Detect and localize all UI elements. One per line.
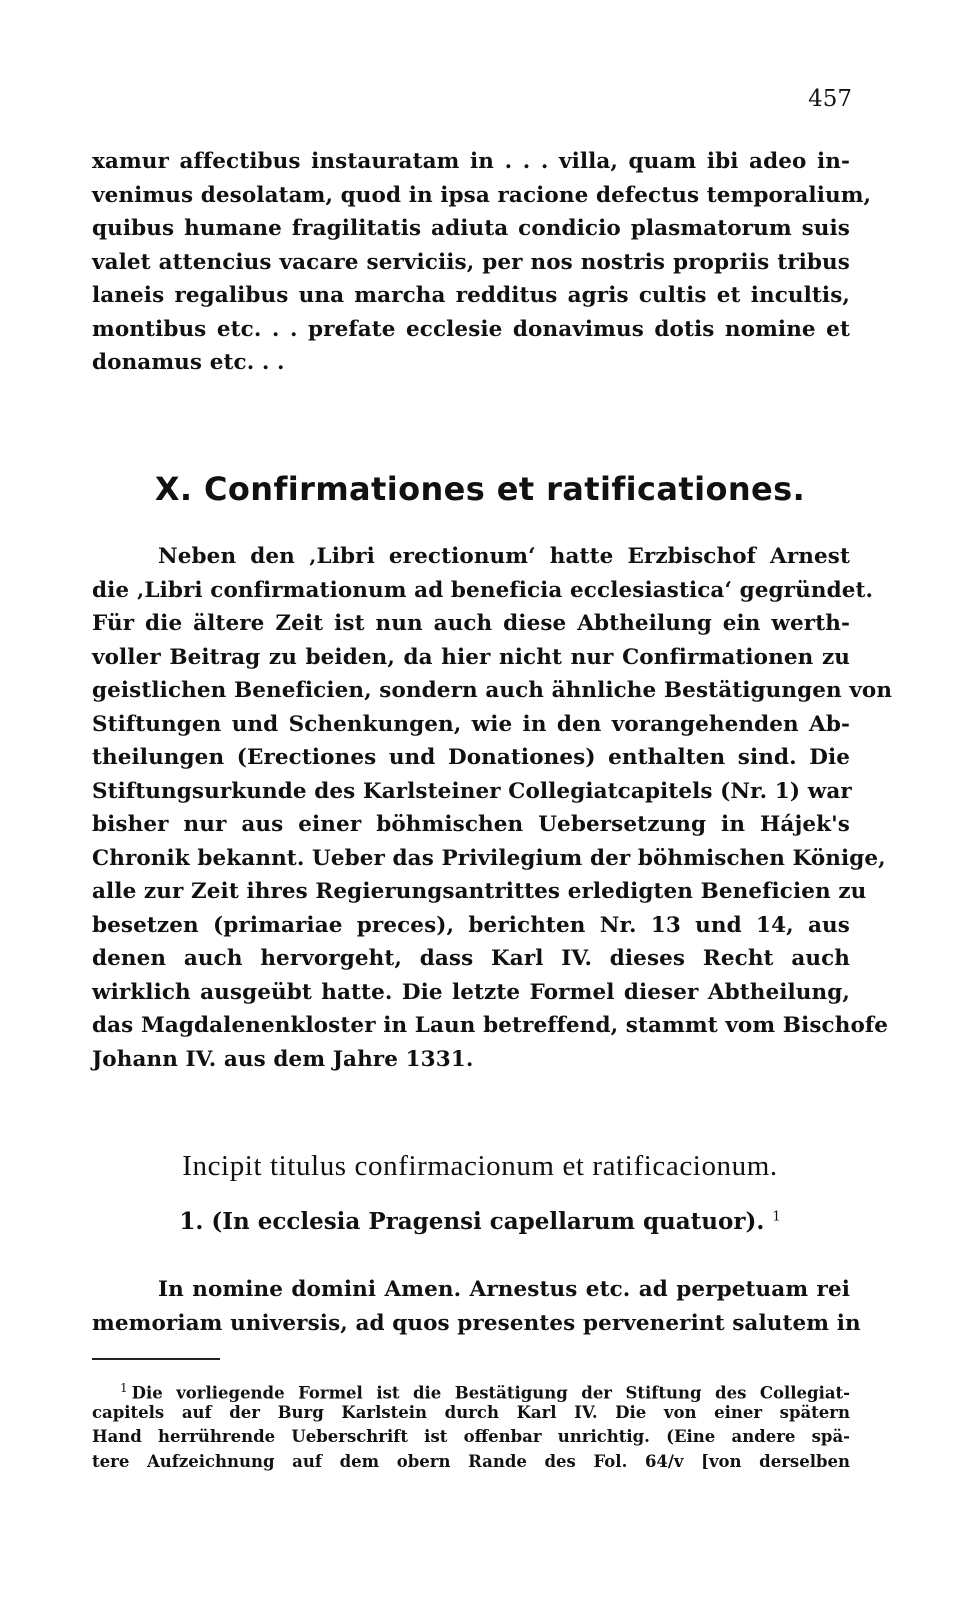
footnote-line	[92, 1376, 850, 1401]
text-line: donamus etc. . .	[92, 350, 285, 375]
document-heading-text: 1. (In ecclesia Pragensi capellarum quatuor).	[179, 1208, 765, 1235]
text-line: Stiftungsurkunde des Karlsteiner Collegiatcapitels (Nr. 1) war	[92, 778, 852, 804]
page-number: 457	[808, 86, 852, 112]
text-line: das Magdalenenkloster in Laun betreffend, stammt vom Bischofe	[92, 1013, 889, 1038]
footnote-line: tere Aufzeichnung auf dem obern Rande des Fol. 64/v [von derselben	[92, 1451, 850, 1471]
footnote-separator	[92, 1358, 220, 1360]
text-line: venimus desolatam, quod in ipsa racione defectus temporalium,	[92, 182, 872, 208]
text-line: Chronik bekannt. Ueber das Privilegium der böhmischen Könige,	[92, 845, 886, 871]
footnote-line: capitels auf der Burg Karlstein durch Karl IV. Die von einer spätern	[92, 1402, 850, 1422]
text-line: die ‚Libri confirmationum ad beneficia ecclesiastica‘ gegründet.	[92, 577, 874, 603]
text-line: bisher nur aus einer böhmischen Uebersetzung in Hájek's	[92, 812, 850, 837]
footnote-text: Die vorliegende Formel ist die Bestätigung der Stiftung des Collegiat-	[131, 1383, 850, 1403]
text-line: quibus humane fragilitatis adiuta condicio plasmatorum suis	[92, 216, 850, 241]
footnote-line: Hand herrührende Ueberschrift ist offenbar unrichtig. (Eine andere spä-	[92, 1427, 850, 1446]
top-paragraph	[92, 145, 872, 380]
sub-heading: Incipit titulus confirmacionum et ratificacionum.	[182, 1150, 778, 1182]
text-line: Für die ältere Zeit ist nun auch diese Abtheilung ein werth-	[92, 611, 850, 636]
text-line: laneis regalibus una marcha redditus agris cultis et incultis,	[92, 283, 850, 308]
text-line: besetzen (primariae preces), berichten Nr. 13 und 14, aus	[92, 912, 850, 938]
intro-paragraph	[92, 540, 893, 1076]
text-line: denen auch hervorgeht, dass Karl IV. dieses Recht auch	[92, 946, 850, 971]
footnote	[92, 1376, 850, 1474]
text-line: voller Beitrag zu beiden, da hier nicht nur Confirmationen zu	[92, 644, 850, 670]
section-heading: X. Confirmationes et ratificationes.	[154, 470, 806, 508]
text-line: In nomine domini Amen. Arnestus etc. ad perpetuam rei	[158, 1277, 850, 1302]
text-line: theilungen (Erectiones und Donationes) enthalten sind. Die	[92, 745, 850, 770]
document-heading	[0, 1208, 960, 1235]
text-line: valet attencius vacare serviciis, per nos nostris propriis tribus	[92, 249, 850, 275]
text-line: xamur affectibus instauratam in . . . villa, quam ibi adeo in-	[92, 149, 850, 174]
text-line: Stiftungen und Schenkungen, wie in den vorangehenden Ab-	[92, 711, 850, 737]
document-paragraph	[92, 1273, 861, 1340]
text-line: memoriam universis, ad quos presentes pervenerint salutem in	[92, 1310, 861, 1336]
text-line: alle zur Zeit ihres Regierungsantrittes erledigten Beneficien zu	[92, 879, 867, 904]
text-line: montibus etc. . . prefate ecclesie donavimus dotis nomine et	[92, 316, 850, 342]
text-line: Neben den ‚Libri erectionum‘ hatte Erzbischof Arnest	[158, 544, 850, 569]
footnote-reference: 1	[772, 1209, 781, 1225]
text-line: wirklich ausgeübt hatte. Die letzte Formel dieser Abtheilung,	[92, 979, 850, 1005]
text-line: Johann IV. aus dem Jahre 1331.	[92, 1046, 474, 1072]
footnote-number: 1	[120, 1381, 128, 1395]
text-line: geistlichen Beneficien, sondern auch ähnliche Bestätigungen von	[92, 678, 893, 703]
